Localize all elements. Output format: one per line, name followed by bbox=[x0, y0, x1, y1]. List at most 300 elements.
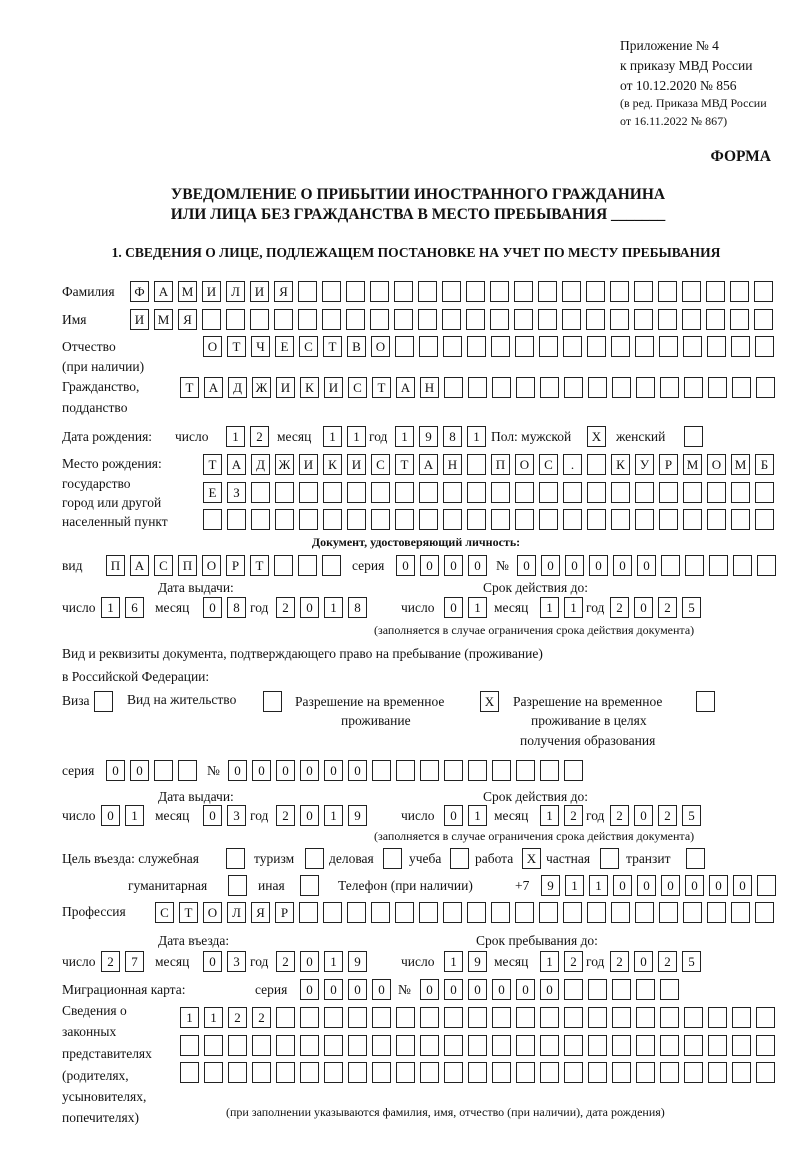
citizenship-cell[interactable]: И bbox=[276, 377, 295, 398]
birthplace-3-cell[interactable] bbox=[275, 509, 294, 530]
reps-2-cell[interactable] bbox=[348, 1035, 367, 1056]
birthplace-1-cell[interactable]: А bbox=[419, 454, 438, 475]
reps-3-cell[interactable] bbox=[732, 1062, 751, 1083]
citizenship-cell[interactable] bbox=[636, 377, 655, 398]
name-cell[interactable] bbox=[250, 309, 269, 330]
reps-3-cell[interactable] bbox=[588, 1062, 607, 1083]
phone-cell[interactable]: 0 bbox=[709, 875, 728, 896]
reps-2-cell[interactable] bbox=[684, 1035, 703, 1056]
birthplace-2-cell[interactable] bbox=[275, 482, 294, 503]
reps-3-cell[interactable] bbox=[252, 1062, 271, 1083]
birthplace-1-cell[interactable]: Б bbox=[755, 454, 774, 475]
id-series-cell[interactable]: 0 bbox=[396, 555, 415, 576]
profession-cell[interactable] bbox=[371, 902, 390, 923]
name-cell[interactable] bbox=[562, 309, 581, 330]
sex-female-cell[interactable] bbox=[684, 426, 703, 447]
residence-permit-cell[interactable] bbox=[263, 691, 282, 712]
id-number-cell[interactable]: 0 bbox=[637, 555, 656, 576]
purpose-work-cell[interactable]: X bbox=[522, 848, 541, 869]
id-issue-month-cell[interactable]: 8 bbox=[227, 597, 246, 618]
stay-number-cell[interactable] bbox=[420, 760, 439, 781]
citizenship-cell[interactable]: Т bbox=[180, 377, 199, 398]
birthplace-2-cell[interactable] bbox=[251, 482, 270, 503]
id-number-cell[interactable]: 0 bbox=[517, 555, 536, 576]
phone-cell[interactable]: 1 bbox=[565, 875, 584, 896]
profession-cell[interactable] bbox=[323, 902, 342, 923]
id-issue-month-cell[interactable]: 0 bbox=[203, 597, 222, 618]
reps-1-cell[interactable] bbox=[564, 1007, 583, 1028]
surname-cell[interactable]: А bbox=[154, 281, 173, 302]
birthplace-2-cell[interactable] bbox=[563, 482, 582, 503]
stay-number-cell[interactable] bbox=[396, 760, 415, 781]
id-number-cell[interactable]: 0 bbox=[565, 555, 584, 576]
birthplace-1-cell[interactable]: А bbox=[227, 454, 246, 475]
reps-1-cell[interactable] bbox=[468, 1007, 487, 1028]
stay-number-cell[interactable]: 0 bbox=[324, 760, 343, 781]
citizenship-cell[interactable]: К bbox=[300, 377, 319, 398]
reps-3-cell[interactable] bbox=[228, 1062, 247, 1083]
birthplace-3-cell[interactable] bbox=[731, 509, 750, 530]
patronymic-cell[interactable] bbox=[731, 336, 750, 357]
profession-cell[interactable]: Л bbox=[227, 902, 246, 923]
entry-year-cell[interactable]: 1 bbox=[324, 951, 343, 972]
birthplace-1-cell[interactable]: С bbox=[371, 454, 390, 475]
surname-cell[interactable]: И bbox=[202, 281, 221, 302]
stay-until-year-cell[interactable]: 5 bbox=[682, 951, 701, 972]
patronymic-cell[interactable] bbox=[467, 336, 486, 357]
patronymic-cell[interactable]: С bbox=[299, 336, 318, 357]
birthplace-1-cell[interactable]: Ж bbox=[275, 454, 294, 475]
birthplace-1-cell[interactable]: Т bbox=[203, 454, 222, 475]
reps-3-cell[interactable] bbox=[756, 1062, 775, 1083]
reps-1-cell[interactable] bbox=[420, 1007, 439, 1028]
entry-year-cell[interactable]: 0 bbox=[300, 951, 319, 972]
mc-number-cell[interactable] bbox=[588, 979, 607, 1000]
reps-3-cell[interactable] bbox=[420, 1062, 439, 1083]
profession-cell[interactable] bbox=[755, 902, 774, 923]
birthplace-3-cell[interactable] bbox=[371, 509, 390, 530]
name-cell[interactable] bbox=[274, 309, 293, 330]
surname-cell[interactable] bbox=[298, 281, 317, 302]
visa-cell[interactable] bbox=[94, 691, 113, 712]
reps-1-cell[interactable] bbox=[588, 1007, 607, 1028]
id-issue-day-cell[interactable]: 6 bbox=[125, 597, 144, 618]
stay-until-month-cell[interactable]: 1 bbox=[540, 951, 559, 972]
birthplace-3-cell[interactable] bbox=[587, 509, 606, 530]
phone-cell[interactable] bbox=[757, 875, 776, 896]
birth-day-cell[interactable]: 1 bbox=[226, 426, 245, 447]
reps-1-cell[interactable]: 1 bbox=[180, 1007, 199, 1028]
surname-cell[interactable] bbox=[682, 281, 701, 302]
name-cell[interactable] bbox=[634, 309, 653, 330]
reps-1-cell[interactable] bbox=[636, 1007, 655, 1028]
citizenship-cell[interactable]: Ж bbox=[252, 377, 271, 398]
surname-cell[interactable] bbox=[418, 281, 437, 302]
name-cell[interactable] bbox=[610, 309, 629, 330]
stay-valid-month-cell[interactable]: 1 bbox=[540, 805, 559, 826]
birthplace-3-cell[interactable] bbox=[659, 509, 678, 530]
profession-cell[interactable] bbox=[467, 902, 486, 923]
birthplace-1-cell[interactable]: М bbox=[731, 454, 750, 475]
patronymic-cell[interactable] bbox=[587, 336, 606, 357]
profession-cell[interactable] bbox=[395, 902, 414, 923]
surname-cell[interactable] bbox=[562, 281, 581, 302]
reps-2-cell[interactable] bbox=[564, 1035, 583, 1056]
purpose-tourism-cell[interactable] bbox=[305, 848, 324, 869]
reps-3-cell[interactable] bbox=[516, 1062, 535, 1083]
phone-cell[interactable]: 1 bbox=[589, 875, 608, 896]
profession-cell[interactable] bbox=[563, 902, 582, 923]
patronymic-cell[interactable] bbox=[707, 336, 726, 357]
birth-year-cell[interactable]: 8 bbox=[443, 426, 462, 447]
birthplace-3-cell[interactable] bbox=[539, 509, 558, 530]
birthplace-1-cell[interactable]: К bbox=[611, 454, 630, 475]
citizenship-cell[interactable] bbox=[540, 377, 559, 398]
phone-cell[interactable]: 0 bbox=[685, 875, 704, 896]
surname-cell[interactable] bbox=[466, 281, 485, 302]
profession-cell[interactable] bbox=[347, 902, 366, 923]
patronymic-cell[interactable] bbox=[419, 336, 438, 357]
name-cell[interactable] bbox=[322, 309, 341, 330]
phone-cell[interactable]: 0 bbox=[637, 875, 656, 896]
reps-3-cell[interactable] bbox=[372, 1062, 391, 1083]
mc-number-cell[interactable]: 0 bbox=[444, 979, 463, 1000]
birthplace-3-cell[interactable] bbox=[347, 509, 366, 530]
name-cell[interactable] bbox=[706, 309, 725, 330]
mc-number-cell[interactable]: 0 bbox=[420, 979, 439, 1000]
patronymic-cell[interactable] bbox=[539, 336, 558, 357]
temp-residence-edu-cell[interactable] bbox=[696, 691, 715, 712]
birthplace-2-cell[interactable] bbox=[323, 482, 342, 503]
citizenship-cell[interactable] bbox=[588, 377, 607, 398]
profession-cell[interactable] bbox=[683, 902, 702, 923]
reps-2-cell[interactable] bbox=[372, 1035, 391, 1056]
birthplace-1-cell[interactable]: . bbox=[563, 454, 582, 475]
patronymic-cell[interactable]: В bbox=[347, 336, 366, 357]
entry-year-cell[interactable]: 9 bbox=[348, 951, 367, 972]
birthplace-3-cell[interactable] bbox=[419, 509, 438, 530]
stay-until-day-cell[interactable]: 1 bbox=[444, 951, 463, 972]
id-issue-year-cell[interactable]: 1 bbox=[324, 597, 343, 618]
birthplace-3-cell[interactable] bbox=[467, 509, 486, 530]
citizenship-cell[interactable]: А bbox=[396, 377, 415, 398]
surname-cell[interactable] bbox=[754, 281, 773, 302]
stay-series-cell[interactable]: 0 bbox=[106, 760, 125, 781]
profession-cell[interactable] bbox=[587, 902, 606, 923]
profession-cell[interactable]: С bbox=[155, 902, 174, 923]
birthplace-3-cell[interactable] bbox=[515, 509, 534, 530]
birthplace-2-cell[interactable] bbox=[515, 482, 534, 503]
mc-series-cell[interactable]: 0 bbox=[324, 979, 343, 1000]
reps-2-cell[interactable] bbox=[588, 1035, 607, 1056]
mc-number-cell[interactable]: 0 bbox=[492, 979, 511, 1000]
birthplace-3-cell[interactable] bbox=[203, 509, 222, 530]
stay-number-cell[interactable]: 0 bbox=[300, 760, 319, 781]
profession-cell[interactable] bbox=[659, 902, 678, 923]
surname-cell[interactable] bbox=[706, 281, 725, 302]
birthplace-3-cell[interactable] bbox=[755, 509, 774, 530]
surname-cell[interactable]: Ф bbox=[130, 281, 149, 302]
id-number-cell[interactable]: 0 bbox=[589, 555, 608, 576]
id-issue-year-cell[interactable]: 8 bbox=[348, 597, 367, 618]
purpose-service-cell[interactable] bbox=[226, 848, 245, 869]
profession-cell[interactable] bbox=[611, 902, 630, 923]
id-issue-year-cell[interactable]: 0 bbox=[300, 597, 319, 618]
profession-cell[interactable] bbox=[707, 902, 726, 923]
profession-cell[interactable] bbox=[443, 902, 462, 923]
birthplace-1-cell[interactable] bbox=[467, 454, 486, 475]
reps-2-cell[interactable] bbox=[324, 1035, 343, 1056]
profession-cell[interactable]: Т bbox=[179, 902, 198, 923]
patronymic-cell[interactable] bbox=[755, 336, 774, 357]
birth-day-cell[interactable]: 2 bbox=[250, 426, 269, 447]
reps-3-cell[interactable] bbox=[708, 1062, 727, 1083]
citizenship-cell[interactable] bbox=[732, 377, 751, 398]
birthplace-1-cell[interactable]: О bbox=[515, 454, 534, 475]
phone-cell[interactable]: 0 bbox=[733, 875, 752, 896]
birthplace-2-cell[interactable] bbox=[395, 482, 414, 503]
id-valid-year-cell[interactable]: 0 bbox=[634, 597, 653, 618]
reps-3-cell[interactable] bbox=[324, 1062, 343, 1083]
reps-3-cell[interactable] bbox=[684, 1062, 703, 1083]
reps-3-cell[interactable] bbox=[348, 1062, 367, 1083]
reps-2-cell[interactable] bbox=[492, 1035, 511, 1056]
citizenship-cell[interactable] bbox=[444, 377, 463, 398]
birthplace-2-cell[interactable] bbox=[659, 482, 678, 503]
birthplace-2-cell[interactable] bbox=[443, 482, 462, 503]
citizenship-cell[interactable]: Н bbox=[420, 377, 439, 398]
reps-3-cell[interactable] bbox=[492, 1062, 511, 1083]
name-cell[interactable] bbox=[586, 309, 605, 330]
id-issue-year-cell[interactable]: 2 bbox=[276, 597, 295, 618]
mc-number-cell[interactable]: 0 bbox=[540, 979, 559, 1000]
birthplace-3-cell[interactable] bbox=[227, 509, 246, 530]
patronymic-cell[interactable] bbox=[563, 336, 582, 357]
id-kind-cell[interactable]: Р bbox=[226, 555, 245, 576]
surname-cell[interactable] bbox=[634, 281, 653, 302]
reps-3-cell[interactable] bbox=[468, 1062, 487, 1083]
sex-male-cell[interactable]: X bbox=[587, 426, 606, 447]
reps-1-cell[interactable]: 2 bbox=[252, 1007, 271, 1028]
profession-cell[interactable] bbox=[491, 902, 510, 923]
citizenship-cell[interactable] bbox=[564, 377, 583, 398]
citizenship-cell[interactable]: А bbox=[204, 377, 223, 398]
surname-cell[interactable]: Я bbox=[274, 281, 293, 302]
id-kind-cell[interactable] bbox=[298, 555, 317, 576]
birthplace-1-cell[interactable]: И bbox=[299, 454, 318, 475]
stay-valid-month-cell[interactable]: 2 bbox=[564, 805, 583, 826]
profession-cell[interactable]: О bbox=[203, 902, 222, 923]
surname-cell[interactable] bbox=[370, 281, 389, 302]
birthplace-1-cell[interactable] bbox=[587, 454, 606, 475]
birthplace-2-cell[interactable]: З bbox=[227, 482, 246, 503]
reps-2-cell[interactable] bbox=[444, 1035, 463, 1056]
reps-2-cell[interactable] bbox=[300, 1035, 319, 1056]
surname-cell[interactable] bbox=[730, 281, 749, 302]
birthplace-2-cell[interactable] bbox=[299, 482, 318, 503]
reps-3-cell[interactable] bbox=[612, 1062, 631, 1083]
id-series-cell[interactable]: 0 bbox=[468, 555, 487, 576]
stay-issue-month-cell[interactable]: 3 bbox=[227, 805, 246, 826]
mc-number-cell[interactable] bbox=[612, 979, 631, 1000]
reps-1-cell[interactable] bbox=[540, 1007, 559, 1028]
name-cell[interactable] bbox=[658, 309, 677, 330]
patronymic-cell[interactable] bbox=[395, 336, 414, 357]
stay-number-cell[interactable] bbox=[444, 760, 463, 781]
reps-1-cell[interactable]: 1 bbox=[204, 1007, 223, 1028]
id-number-cell[interactable] bbox=[685, 555, 704, 576]
surname-cell[interactable] bbox=[586, 281, 605, 302]
mc-series-cell[interactable]: 0 bbox=[372, 979, 391, 1000]
reps-1-cell[interactable] bbox=[516, 1007, 535, 1028]
phone-cell[interactable]: 0 bbox=[613, 875, 632, 896]
reps-1-cell[interactable]: 2 bbox=[228, 1007, 247, 1028]
citizenship-cell[interactable] bbox=[468, 377, 487, 398]
name-cell[interactable] bbox=[514, 309, 533, 330]
stay-series-cell[interactable]: 0 bbox=[130, 760, 149, 781]
birth-year-cell[interactable]: 1 bbox=[395, 426, 414, 447]
name-cell[interactable] bbox=[202, 309, 221, 330]
name-cell[interactable] bbox=[730, 309, 749, 330]
name-cell[interactable] bbox=[370, 309, 389, 330]
mc-number-cell[interactable] bbox=[660, 979, 679, 1000]
birthplace-2-cell[interactable] bbox=[539, 482, 558, 503]
birthplace-1-cell[interactable]: Р bbox=[659, 454, 678, 475]
stay-valid-day-cell[interactable]: 0 bbox=[444, 805, 463, 826]
reps-2-cell[interactable] bbox=[276, 1035, 295, 1056]
surname-cell[interactable] bbox=[658, 281, 677, 302]
stay-issue-year-cell[interactable]: 9 bbox=[348, 805, 367, 826]
reps-3-cell[interactable] bbox=[540, 1062, 559, 1083]
profession-cell[interactable]: Я bbox=[251, 902, 270, 923]
stay-valid-day-cell[interactable]: 1 bbox=[468, 805, 487, 826]
birthplace-1-cell[interactable]: К bbox=[323, 454, 342, 475]
birthplace-3-cell[interactable] bbox=[611, 509, 630, 530]
stay-issue-year-cell[interactable]: 0 bbox=[300, 805, 319, 826]
mc-number-cell[interactable]: 0 bbox=[468, 979, 487, 1000]
id-valid-month-cell[interactable]: 1 bbox=[540, 597, 559, 618]
id-number-cell[interactable] bbox=[733, 555, 752, 576]
id-kind-cell[interactable]: П bbox=[106, 555, 125, 576]
reps-3-cell[interactable] bbox=[636, 1062, 655, 1083]
birthplace-1-cell[interactable]: Д bbox=[251, 454, 270, 475]
profession-cell[interactable] bbox=[635, 902, 654, 923]
name-cell[interactable] bbox=[490, 309, 509, 330]
phone-cell[interactable]: 9 bbox=[541, 875, 560, 896]
purpose-humanitarian-cell[interactable] bbox=[228, 875, 247, 896]
reps-1-cell[interactable] bbox=[732, 1007, 751, 1028]
name-cell[interactable] bbox=[466, 309, 485, 330]
name-cell[interactable] bbox=[298, 309, 317, 330]
surname-cell[interactable] bbox=[442, 281, 461, 302]
birthplace-2-cell[interactable] bbox=[491, 482, 510, 503]
birthplace-2-cell[interactable] bbox=[347, 482, 366, 503]
birthplace-3-cell[interactable] bbox=[683, 509, 702, 530]
id-valid-year-cell[interactable]: 2 bbox=[610, 597, 629, 618]
patronymic-cell[interactable] bbox=[635, 336, 654, 357]
stay-until-month-cell[interactable]: 2 bbox=[564, 951, 583, 972]
reps-2-cell[interactable] bbox=[180, 1035, 199, 1056]
id-kind-cell[interactable] bbox=[274, 555, 293, 576]
birthplace-3-cell[interactable] bbox=[299, 509, 318, 530]
surname-cell[interactable] bbox=[490, 281, 509, 302]
name-cell[interactable]: Я bbox=[178, 309, 197, 330]
reps-3-cell[interactable] bbox=[444, 1062, 463, 1083]
entry-month-cell[interactable]: 3 bbox=[227, 951, 246, 972]
reps-2-cell[interactable] bbox=[756, 1035, 775, 1056]
reps-3-cell[interactable] bbox=[276, 1062, 295, 1083]
patronymic-cell[interactable]: Т bbox=[323, 336, 342, 357]
id-kind-cell[interactable]: С bbox=[154, 555, 173, 576]
reps-2-cell[interactable] bbox=[612, 1035, 631, 1056]
patronymic-cell[interactable] bbox=[611, 336, 630, 357]
id-number-cell[interactable]: 0 bbox=[541, 555, 560, 576]
birthplace-2-cell[interactable] bbox=[467, 482, 486, 503]
id-number-cell[interactable] bbox=[709, 555, 728, 576]
purpose-transit-cell[interactable] bbox=[686, 848, 705, 869]
stay-until-day-cell[interactable]: 9 bbox=[468, 951, 487, 972]
citizenship-cell[interactable] bbox=[660, 377, 679, 398]
surname-cell[interactable]: Л bbox=[226, 281, 245, 302]
reps-1-cell[interactable] bbox=[660, 1007, 679, 1028]
stay-issue-day-cell[interactable]: 0 bbox=[101, 805, 120, 826]
birthplace-2-cell[interactable] bbox=[419, 482, 438, 503]
name-cell[interactable] bbox=[418, 309, 437, 330]
name-cell[interactable] bbox=[442, 309, 461, 330]
birthplace-3-cell[interactable] bbox=[395, 509, 414, 530]
reps-2-cell[interactable] bbox=[252, 1035, 271, 1056]
reps-2-cell[interactable] bbox=[732, 1035, 751, 1056]
reps-2-cell[interactable] bbox=[540, 1035, 559, 1056]
reps-1-cell[interactable] bbox=[612, 1007, 631, 1028]
stay-issue-month-cell[interactable]: 0 bbox=[203, 805, 222, 826]
surname-cell[interactable]: М bbox=[178, 281, 197, 302]
birthplace-1-cell[interactable]: М bbox=[683, 454, 702, 475]
reps-2-cell[interactable] bbox=[396, 1035, 415, 1056]
stay-issue-day-cell[interactable]: 1 bbox=[125, 805, 144, 826]
temp-residence-cell[interactable]: X bbox=[480, 691, 499, 712]
name-cell[interactable]: М bbox=[154, 309, 173, 330]
birthplace-3-cell[interactable] bbox=[491, 509, 510, 530]
id-valid-year-cell[interactable]: 2 bbox=[658, 597, 677, 618]
birthplace-2-cell[interactable] bbox=[611, 482, 630, 503]
profession-cell[interactable] bbox=[539, 902, 558, 923]
reps-2-cell[interactable] bbox=[516, 1035, 535, 1056]
reps-1-cell[interactable] bbox=[348, 1007, 367, 1028]
id-valid-day-cell[interactable]: 0 bbox=[444, 597, 463, 618]
stay-number-cell[interactable] bbox=[516, 760, 535, 781]
birthplace-3-cell[interactable] bbox=[707, 509, 726, 530]
reps-2-cell[interactable] bbox=[204, 1035, 223, 1056]
birth-month-cell[interactable]: 1 bbox=[347, 426, 366, 447]
birthplace-3-cell[interactable] bbox=[443, 509, 462, 530]
id-number-cell[interactable] bbox=[757, 555, 776, 576]
patronymic-cell[interactable]: Е bbox=[275, 336, 294, 357]
reps-1-cell[interactable] bbox=[396, 1007, 415, 1028]
stay-issue-year-cell[interactable]: 1 bbox=[324, 805, 343, 826]
purpose-business-cell[interactable] bbox=[383, 848, 402, 869]
id-valid-month-cell[interactable]: 1 bbox=[564, 597, 583, 618]
birthplace-2-cell[interactable]: Е bbox=[203, 482, 222, 503]
profession-cell[interactable]: Р bbox=[275, 902, 294, 923]
id-kind-cell[interactable] bbox=[322, 555, 341, 576]
birth-year-cell[interactable]: 9 bbox=[419, 426, 438, 447]
reps-2-cell[interactable] bbox=[420, 1035, 439, 1056]
birth-year-cell[interactable]: 1 bbox=[467, 426, 486, 447]
name-cell[interactable] bbox=[346, 309, 365, 330]
id-kind-cell[interactable]: П bbox=[178, 555, 197, 576]
stay-valid-year-cell[interactable]: 2 bbox=[610, 805, 629, 826]
